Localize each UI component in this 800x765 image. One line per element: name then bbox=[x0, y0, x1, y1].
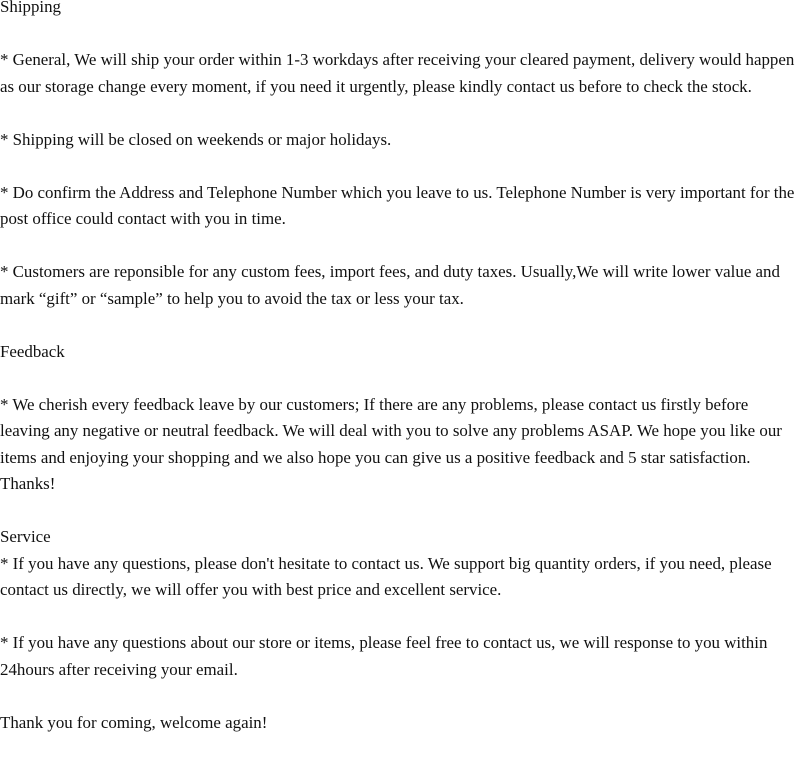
closing-message: Thank you for coming, welcome again! bbox=[0, 712, 268, 732]
spacer bbox=[0, 233, 800, 260]
spacer bbox=[0, 683, 800, 710]
feedback-heading: Feedback bbox=[0, 341, 65, 361]
shipping-customs-paragraph: * Customers are reponsible for any custom fees, import fees, and duty taxes. Usually,We will write lower value and mark “gift” or “sample” to help you to avoid the tax or less your tax. bbox=[0, 262, 780, 308]
shipping-general-paragraph: * General, We will ship your order within 1-3 workdays after receiving your cleared payment, delivery would happen as our storage change every moment, if you need it urgently, please kindly contact us before to check the stock. bbox=[0, 50, 795, 96]
service-response-paragraph: * If you have any questions about our store or items, please feel free to contact us, we will response to you within 24hours after receiving your email. bbox=[0, 633, 768, 679]
spacer bbox=[0, 604, 800, 631]
shipping-heading: Shipping bbox=[0, 0, 62, 16]
service-heading: Service bbox=[0, 527, 51, 546]
spacer bbox=[0, 312, 800, 339]
spacer bbox=[0, 365, 800, 392]
spacer bbox=[0, 100, 800, 127]
spacer bbox=[0, 498, 800, 525]
shipping-address-paragraph: * Do confirm the Address and Telephone Number which you leave to us. Telephone Number is very important for the post office could contact with you in time. bbox=[0, 182, 795, 228]
feedback-paragraph: * We cherish every feedback leave by our customers; If there are any problems, please contact us firstly before leaving any negative or neutral feedback. We will deal with you to solve any problems ASAP. We hope you like our items and enjoying your shopping and we also hope you can give us a positive feedback and 5 star satisfaction. Thanks! bbox=[0, 394, 782, 493]
shipping-weekends-paragraph: * Shipping will be closed on weekends or major holidays. bbox=[0, 129, 392, 149]
service-questions-paragraph: * If you have any questions, please don't hesitate to contact us. We support big quantity orders, if you need, please contact us directly, we will offer you with best price and excellent service. bbox=[0, 553, 772, 599]
spacer bbox=[0, 153, 800, 180]
spacer bbox=[0, 21, 800, 48]
